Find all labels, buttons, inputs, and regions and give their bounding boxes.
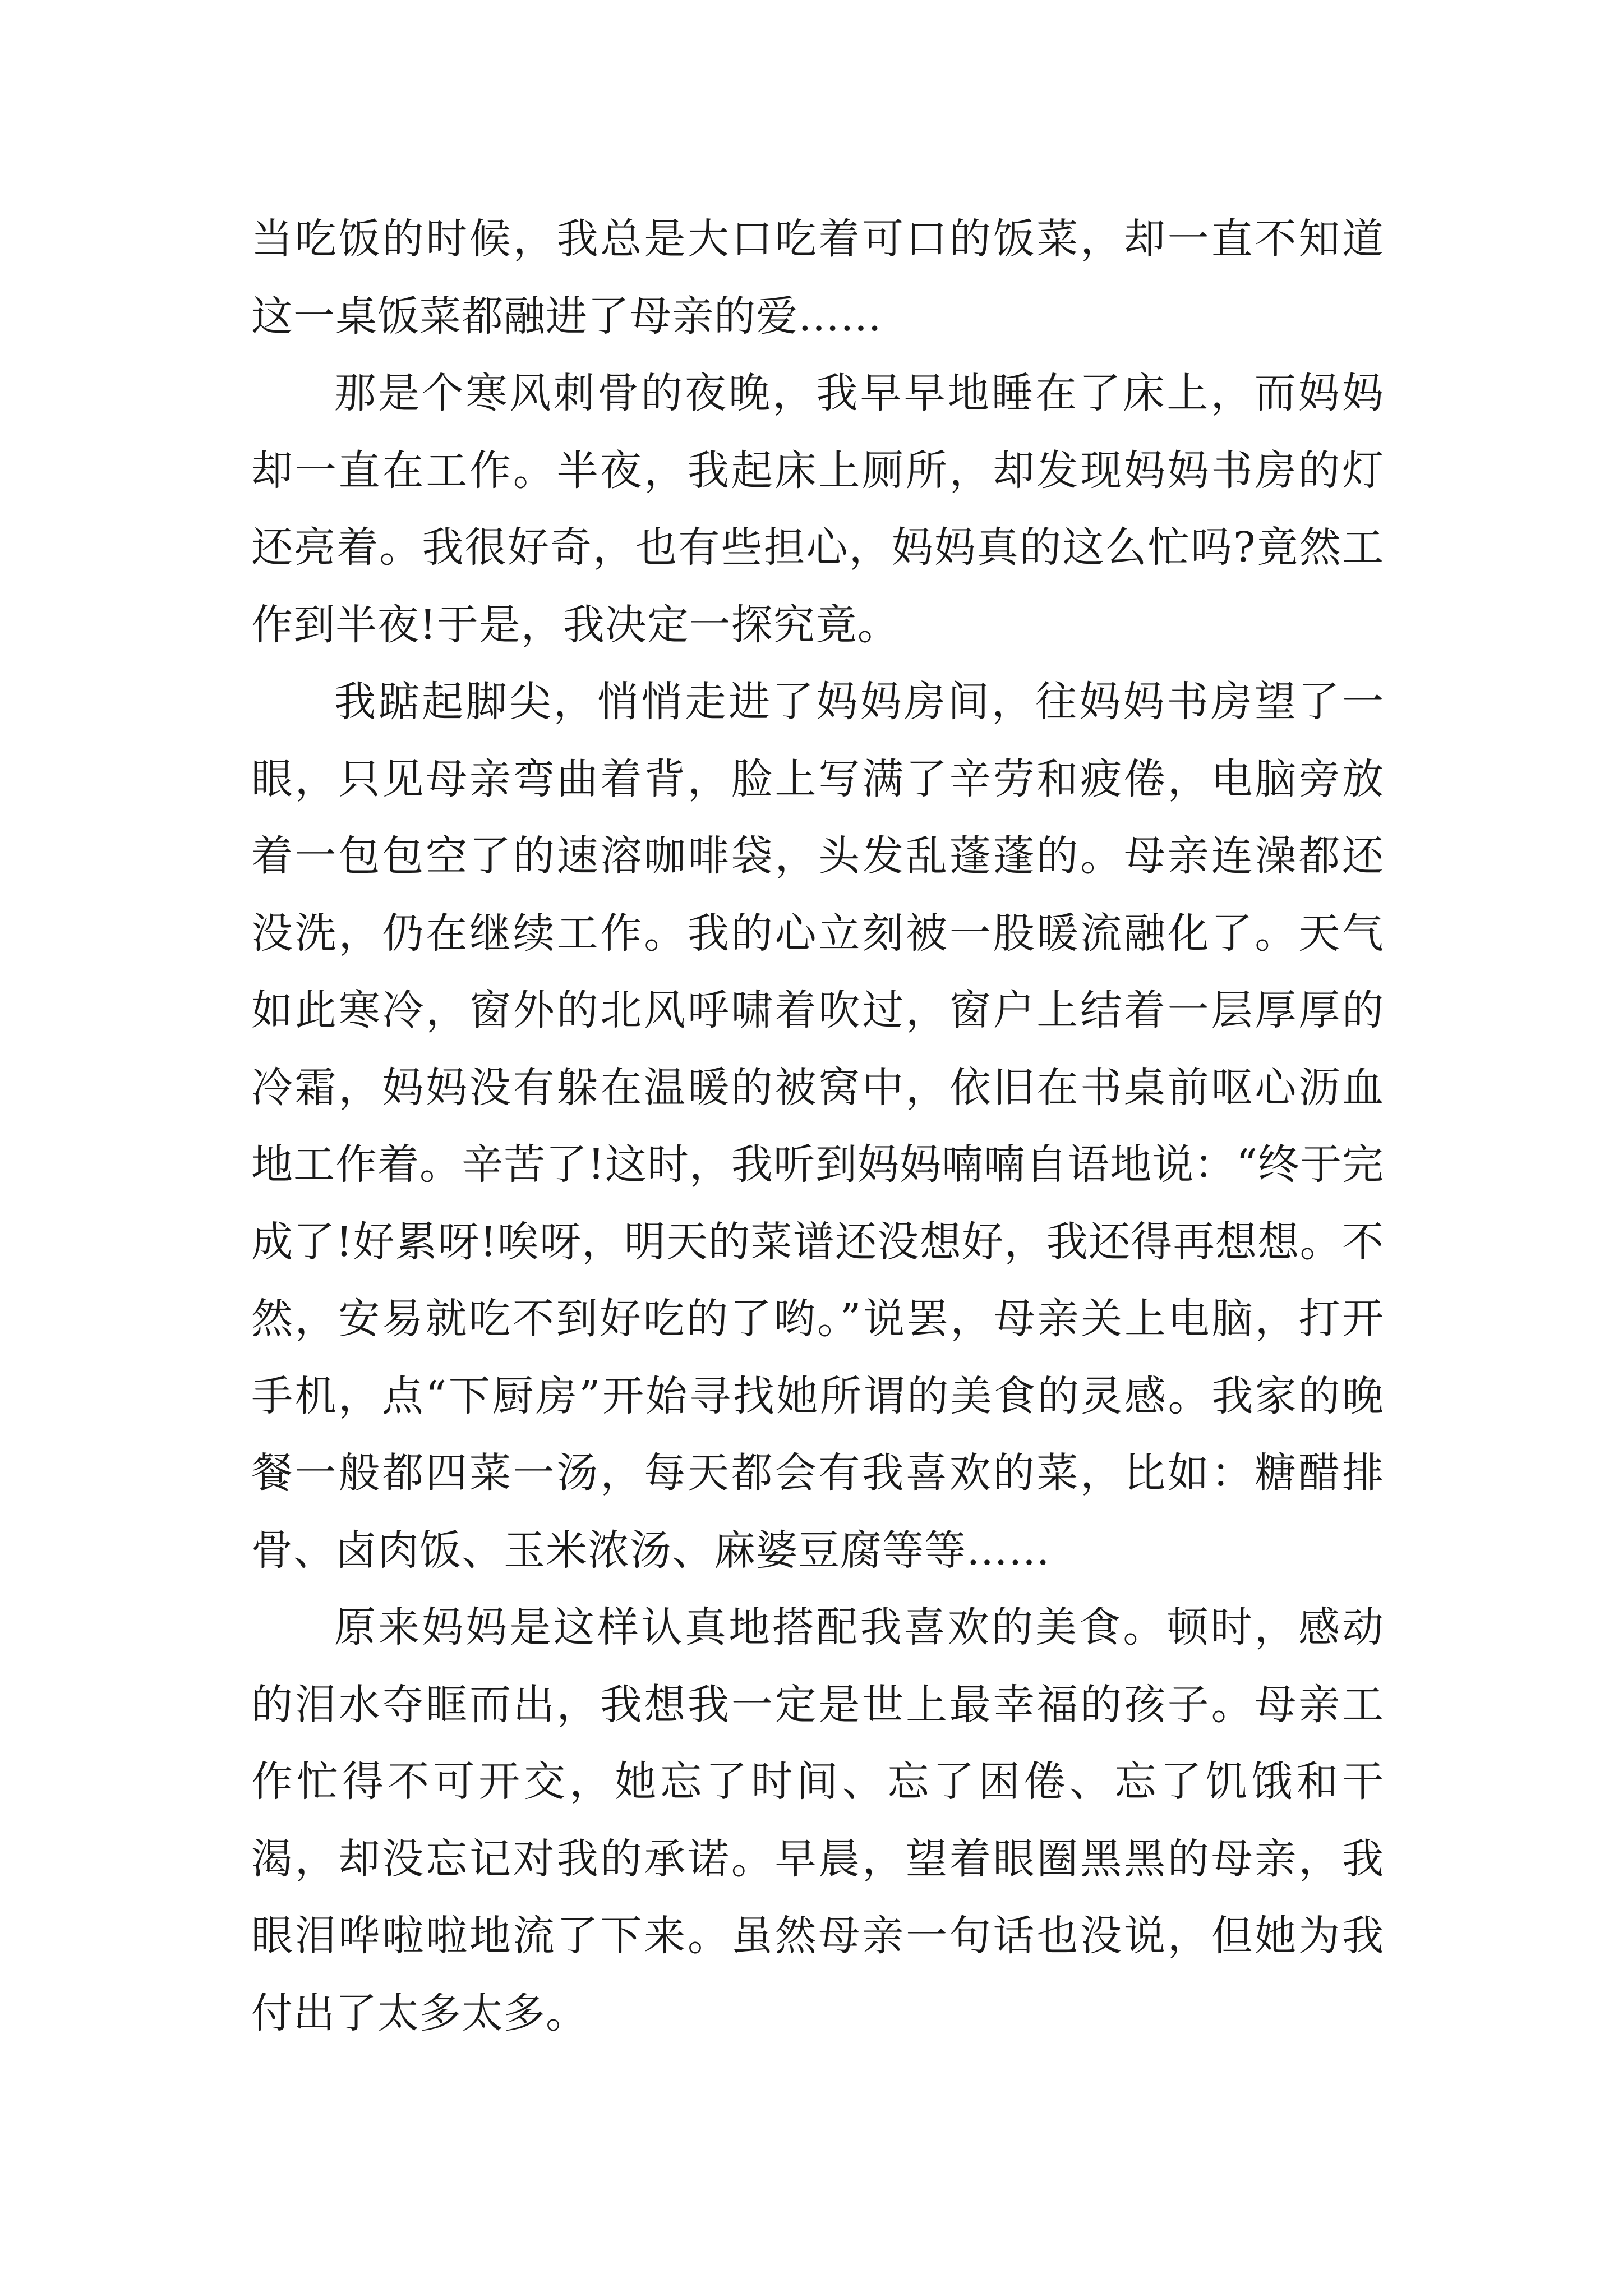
paragraph-4: 原来妈妈是这样认真地搭配我喜欢的美食。顿时，感动的泪水夺眶而出，我想我一定是世上最幸福的孩子。母亲工作忙得不可开交，她忘了时间、忘了困倦、忘了饥饿和干渴，却没忘记对我的承诺。早晨，望着眼圈黑黑的母亲，我眼泪哗啦啦地流了下来。虽然母亲一句话也没说，但她为我付出了太多太多。 (251, 1603, 1384, 2037)
document-body (251, 201, 1384, 2052)
paragraph-2: 那是个寒风刺骨的夜晚，我早早地睡在了床上，而妈妈却一直在工作。半夜，我起床上厕所，却发现妈妈书房的灯还亮着。我很好奇，也有些担心，妈妈真的这么忙吗?竟然工作到半夜!于是，我决定一探究竟。 (251, 369, 1384, 649)
paragraph-3: 我踮起脚尖，悄悄走进了妈妈房间，往妈妈书房望了一眼，只见母亲弯曲着背，脸上写满了辛劳和疲倦，电脑旁放着一包包空了的速溶咖啡袋，头发乱蓬蓬的。母亲连澡都还没洗，仍在继续工作。我的心立刻被一股暖流融化了。天气如此寒冷，窗外的北风呼啸着吹过，窗户上结着一层厚厚的冷霜，妈妈没有躲在温暖的被窝中，依旧在书桌前呕心沥血地工作着。辛苦了!这时，我听到妈妈喃喃自语地说：“终于完成了!好累呀!唉呀，明天的菜谱还没想好，我还得再想想。不然，安易就吃不到好吃的了哟。”说罢，母亲关上电脑，打开手机，点“下厨房”开始寻找她所谓的美食的灵感。我家的晚餐一般都四菜一汤，每天都会有我喜欢的菜，比如：糖醋排骨、卤肉饭、玉米浓汤、麻婆豆腐等等…… (251, 678, 1384, 1575)
paragraph-1: 当吃饭的时候，我总是大口吃着可口的饭菜，却一直不知道这一桌饭菜都融进了母亲的爱…… (251, 215, 1384, 341)
